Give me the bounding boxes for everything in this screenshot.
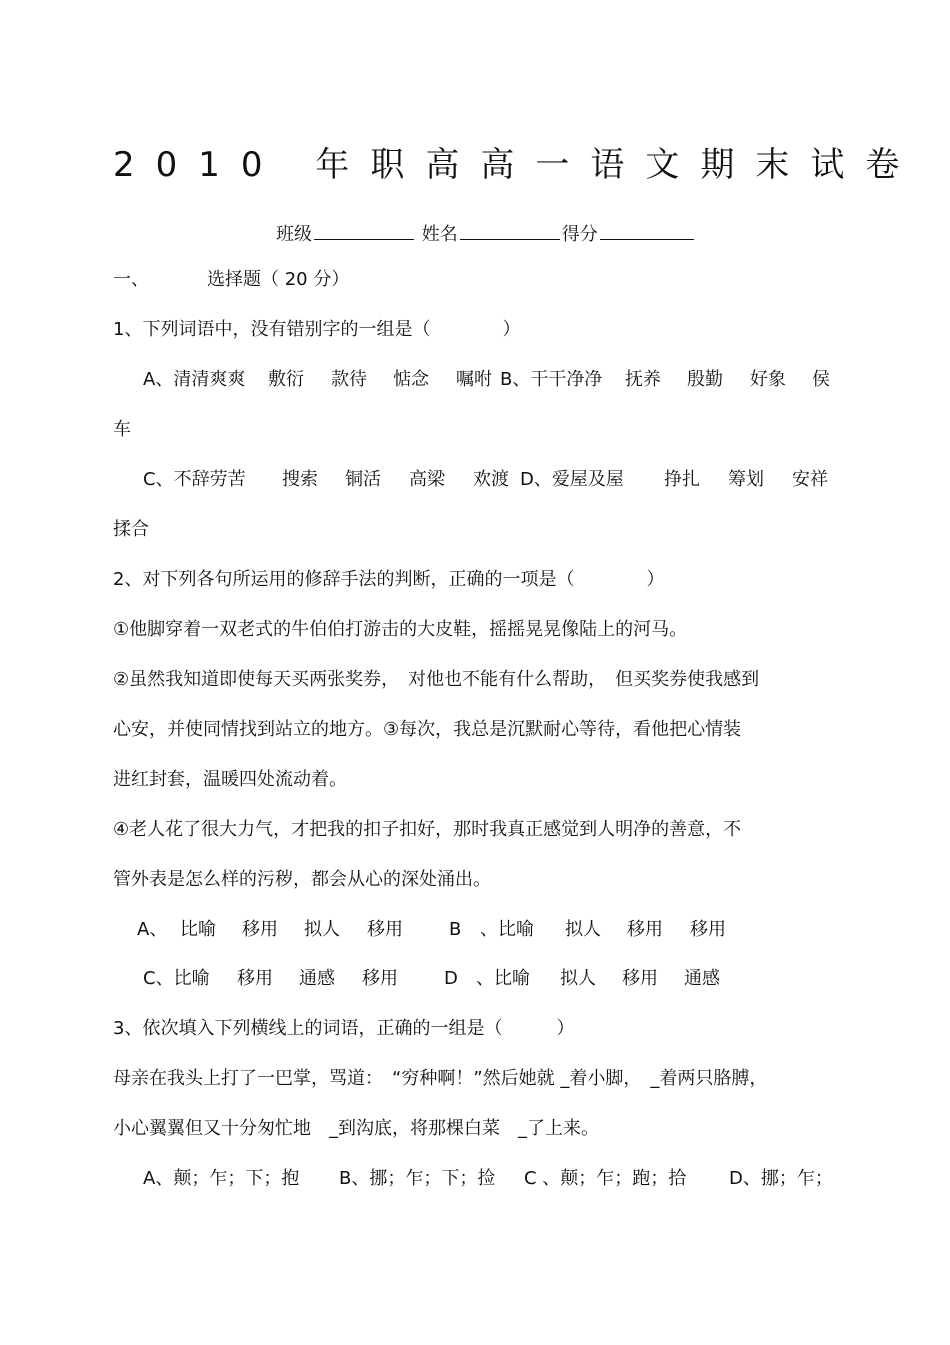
score-field[interactable] — [600, 221, 694, 240]
class-label: 班级 — [276, 224, 312, 245]
question-2-stem: 2、对下列各句所运用的修辞手法的判断，正确的一项是（ ） — [113, 569, 665, 590]
option-text: 拟人 — [304, 919, 340, 940]
option-text: 移用 — [362, 968, 398, 989]
option-text: 抚养 — [625, 369, 661, 390]
question-3-passage: 母亲在我头上打了一巴掌，骂道： “穷种啊！”然后她就 _着小脚， _着两只胳膊， — [113, 1068, 768, 1089]
option-text: 移用 — [367, 919, 403, 940]
option-text: 通感 — [684, 968, 720, 989]
section-title: 选择题（ 20 分） — [207, 269, 350, 290]
option-text: 通感 — [299, 968, 335, 989]
option-text: 好象 — [750, 369, 786, 390]
option-text: 欢渡 — [473, 469, 509, 490]
option-text: 比喻 — [180, 919, 216, 940]
name-label: 姓名 — [421, 224, 458, 245]
option-text: C、比喻 — [143, 968, 210, 989]
page-title: 2010 年职高高一语文期末试卷 — [113, 145, 921, 185]
option-text: 高梁 — [409, 469, 445, 490]
option-text: 安祥 — [792, 469, 828, 490]
option-text: 移用 — [622, 968, 658, 989]
option-text: 铜活 — [345, 469, 381, 490]
option-text: B — [449, 919, 462, 940]
name-field[interactable] — [460, 221, 560, 240]
section-number: 一、 — [113, 269, 149, 290]
option-text: 移用 — [237, 968, 273, 989]
option-wrap-text: 车 — [113, 419, 131, 440]
option-text: 挣扎 — [664, 469, 700, 490]
question-2-sentence: 心安，并使同情找到站立的地方。③每次，我总是沉默耐心等待，看他把心情装 — [113, 719, 742, 740]
option-text: C 、颠；乍；跑；拾 — [524, 1168, 687, 1189]
option-text: 拟人 — [560, 968, 596, 989]
question-2-sentence: 管外表是怎么样的污秽，都会从心的深处涌出。 — [113, 869, 491, 890]
question-2-sentence: ④老人花了很大力气，才把我的扣子扣好，那时我真正感觉到人明净的善意，不 — [113, 819, 742, 840]
option-text: 敷衍 — [268, 369, 304, 390]
question-2-sentence: ①他脚穿着一双老式的牛伯伯打游击的大皮鞋，摇摇晃晃像陆上的河马。 — [113, 619, 688, 640]
option-text: 拟人 — [565, 919, 601, 940]
option-text: 嘱咐 — [456, 369, 492, 390]
score-label: 得分 — [561, 224, 598, 245]
option-text: 殷勤 — [687, 369, 723, 390]
option-text: 筹划 — [728, 469, 764, 490]
option-text: 、比喻 — [480, 919, 534, 940]
question-2-sentence: ②虽然我知道即使每天买两张奖券， 对他也不能有什么帮助， 但买奖券使我感到 — [113, 669, 760, 690]
option-wrap-text: 揉合 — [113, 519, 149, 540]
option-text: D、爱屋及屋 — [520, 469, 624, 490]
option-text: D — [444, 968, 458, 989]
option-text: 侯 — [812, 369, 830, 390]
option-text: C、不辞劳苦 — [143, 469, 246, 490]
section-heading — [113, 268, 349, 292]
option-text: A、 — [137, 919, 168, 940]
question-3-passage: 小心翼翼但又十分匆忙地 _到沟底，将那棵白菜 _了上来。 — [113, 1118, 599, 1139]
option-text: 移用 — [627, 919, 663, 940]
option-text: 搜索 — [282, 469, 318, 490]
student-info-line — [276, 221, 696, 247]
option-text: D、挪；乍； — [729, 1168, 833, 1189]
option-text: 移用 — [690, 919, 726, 940]
option-text: 、比喻 — [476, 968, 530, 989]
class-field[interactable] — [314, 221, 414, 240]
option-text: 惦念 — [393, 369, 429, 390]
option-text: B、干干净净 — [500, 369, 603, 390]
question-1-stem: 1、下列词语中，没有错别字的一组是（ ） — [113, 319, 521, 340]
option-text: A、清清爽爽 — [143, 369, 246, 390]
option-text: 移用 — [242, 919, 278, 940]
option-text: 款待 — [331, 369, 367, 390]
question-3-stem: 3、依次填入下列横线上的词语，正确的一组是（ ） — [113, 1018, 575, 1039]
question-2-sentence: 进红封套，温暖四处流动着。 — [113, 769, 347, 790]
option-text: A、颠；乍；下；抱 — [143, 1168, 300, 1189]
option-text: B、挪；乍；下；捡 — [339, 1168, 496, 1189]
